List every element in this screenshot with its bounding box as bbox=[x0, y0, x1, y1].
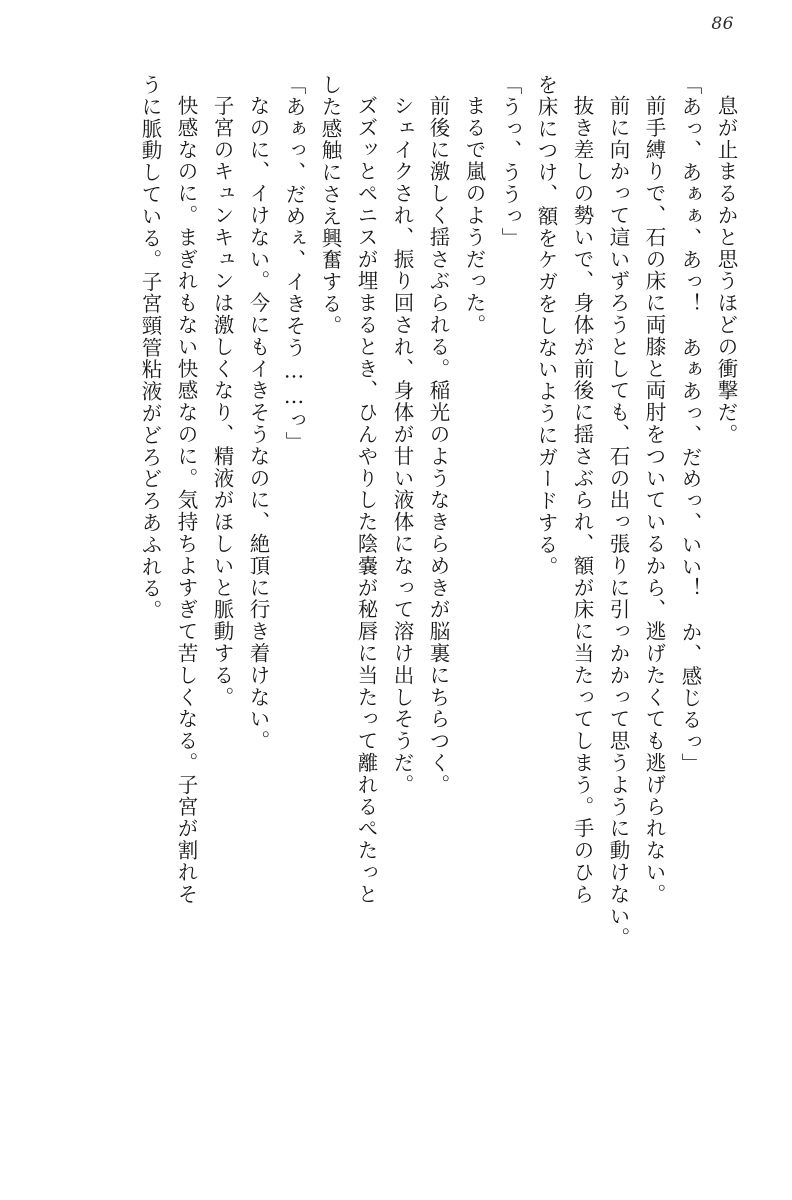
body-paragraph: ズズッとペニスが埋まるとき、ひんやりした陰嚢が秘唇に当たって離れるぺたっと bbox=[354, 95, 378, 906]
body-paragraph: 快感なのに。まぎれもない快感なのに。気持ちよすぎて苦しくなる。子宮が割れそ bbox=[174, 95, 198, 906]
body-paragraph: なのに、イけない。今にもイきそうなのに、絶頂に行き着けない。 bbox=[246, 95, 270, 752]
body-paragraph: 抜き差しの勢いで、身体が前後に揺さぶられ、額が床に当たってしまう。手のひら bbox=[570, 95, 594, 906]
page-body-text bbox=[48, 74, 744, 1154]
body-paragraph: 子宮のキュンキュンは激しくなり、精液がほしいと脈動する。 bbox=[210, 95, 234, 709]
body-paragraph: シェイクされ、振り回され、身体が甘い液体になって溶け出しそうだ。 bbox=[390, 95, 414, 796]
body-paragraph: 前手縛りで、石の床に両膝と両肘をついているから、逃げたくても逃げられない。 bbox=[642, 95, 666, 906]
body-paragraph: 息が止まるかと思うほどの衝撃だ。 bbox=[714, 95, 738, 446]
body-paragraph: 「あっ、あぁぁ、あっ！ あぁあっ、だめっ、いい！ か、感じるっ」 bbox=[678, 74, 702, 775]
body-paragraph: した感触にさえ興奮する。 bbox=[318, 74, 342, 337]
body-paragraph: まるで嵐のようだった。 bbox=[462, 95, 486, 336]
body-paragraph: を床につけ、額をケガをしないようにガードする。 bbox=[534, 74, 558, 578]
body-paragraph: 「あぁっ、だめぇ、イきそう……っ」 bbox=[282, 74, 306, 454]
body-paragraph: 前に向かって這いずろうとしても、石の出っ張りに引っかかって思うように動けない。 bbox=[606, 95, 630, 950]
body-paragraph: 前後に激しく揺さぶられる。稲光のようなきらめきが脳裏にちらつく。 bbox=[426, 95, 450, 796]
body-paragraph: 「うっ、ううっ」 bbox=[498, 74, 522, 250]
page-number: 86 bbox=[711, 14, 734, 34]
body-paragraph: うに脈動している。子宮頸管粘液がどろどろあふれる。 bbox=[138, 74, 162, 622]
